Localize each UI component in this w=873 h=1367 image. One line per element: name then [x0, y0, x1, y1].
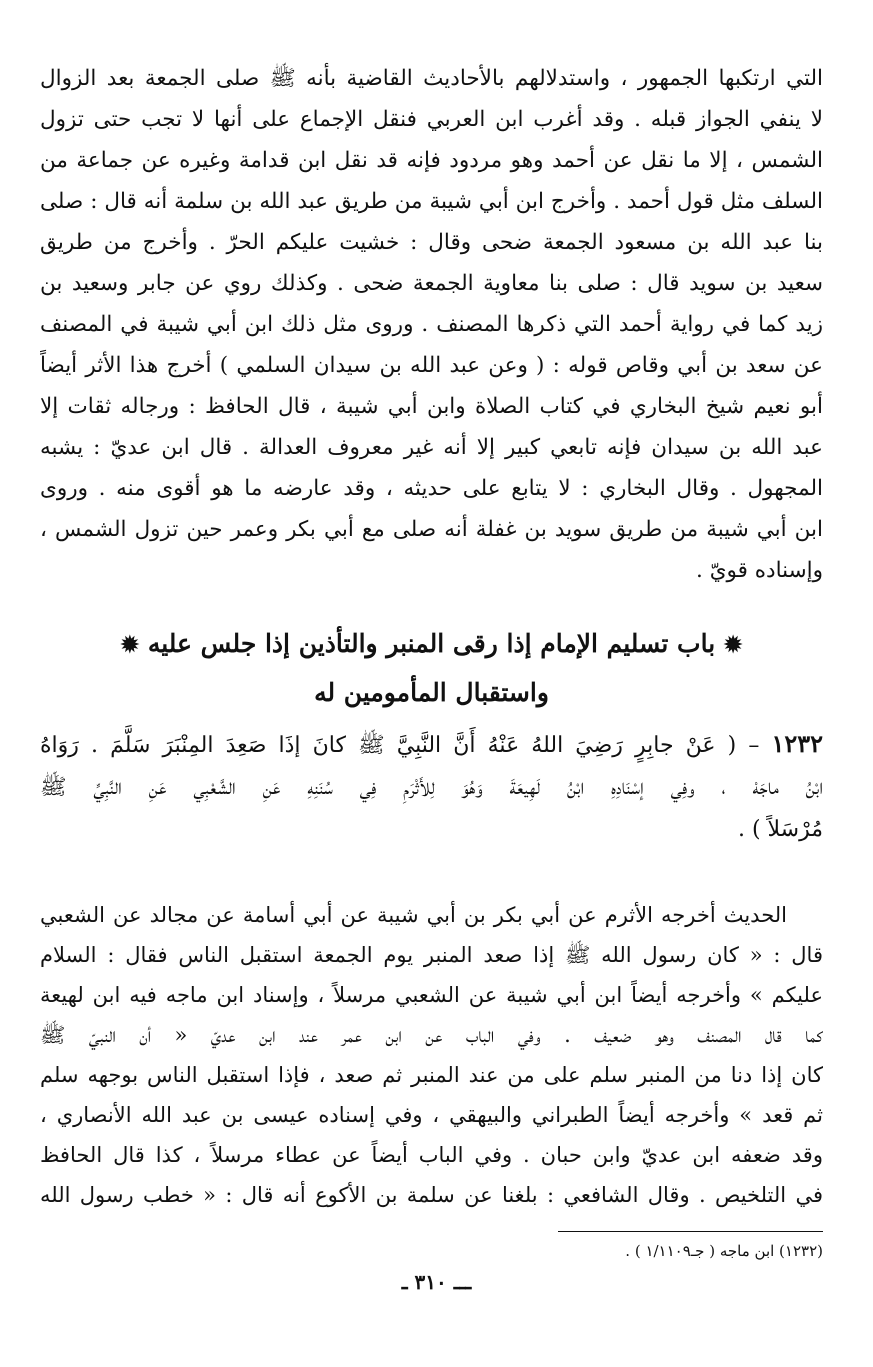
text-line: وإسناده قويّ . [696, 558, 823, 583]
chapter-heading-line-1 [40, 620, 823, 669]
commentary-line: عليكم » وأخرجه أيضاً ابن أبي شيبة عن الشعبي مرسلاً ، وإسناد ابن ماجه فيه ابن لهيعة [40, 983, 823, 1007]
star-ornament-icon: ✹ [723, 632, 743, 658]
hadith-line-text: – ( عَنْ جابِرٍ رَضِيَ اللهُ عَنْهُ أَنَّ النَّبِيَّ ﷺ كانَ إذَا صَعِدَ المِنْبَرَ سَلَّمَ . رَوَاهُ [40, 733, 760, 758]
chapter-heading [40, 620, 823, 717]
footnote-divider [558, 1231, 823, 1232]
text-line: لا ينفي الجواز قبله . وقد أغرب ابن العربي فنقل الإجماع على أنها لا تجب حتى تزول [40, 107, 823, 132]
hadith-line: مُرْسَلاً ) . [737, 817, 823, 842]
chapter-title: باب تسليم الإمام إذا رقى المنبر والتأذين إذا جلس عليه [147, 629, 716, 658]
text-line: الشمس ، إلا ما نقل عن أحمد وهو مردود فإنه قد نقل ابن قدامة وغيره عن جماعة من [40, 148, 823, 173]
commentary-line: قال : « كان رسول الله ﷺ إذا صعد المنبر يوم الجمعة استقبل الناس فقال : السلام [40, 943, 823, 967]
text-line: التي ارتكبها الجمهور ، واستدلالهم بالأحاديث القاضية بأنه ﷺ صلى الجمعة بعد الزوال [40, 66, 823, 91]
star-ornament-icon: ✹ [120, 632, 140, 658]
commentary-line: كما قال المصنف وهو ضعيف . وفي الباب عن ابن عمر عند ابن عديّ « أن النبيّ ﷺ [40, 1023, 823, 1047]
text-line: أبو نعيم شيخ البخاري في كتاب الصلاة وابن أبي شيبة ، قال الحافظ : ورجاله ثقات إلا [40, 394, 823, 419]
text-line: بنا عبد الله بن مسعود الجمعة ضحى وقال : خشيت عليكم الحرّ . وأخرج من طريق [40, 230, 823, 255]
hadith-number: ١٢٣٢ [771, 729, 823, 758]
chapter-heading-line-2: واستقبال المأمومين له [314, 678, 549, 707]
commentary-line: الحديث أخرجه الأثرم عن أبي بكر بن أبي شيبة عن أبي أسامة عن مجالد عن الشعبي [40, 903, 787, 927]
hadith-text [40, 723, 823, 851]
hadith-line: ابْنُ ماجَهْ ، وفِي إسْنَادِهِ ابْنُ لَهِيعَةَ وَهُوَ لِلأَثْرَمِ فِي سُنَنِهِ عَنِ الشَّعْبِي عَنِ النَّبِيِّ ﷺ [40, 775, 823, 800]
footnote: (١٢٣٢) ابن ماجه ( جـ١/١١٠٩ ) . [625, 1242, 823, 1260]
top-paragraph [40, 58, 823, 598]
commentary-line: ثم قعد » وأخرجه أيضاً الطبراني والبيهقي ، وفي إسناده عيسى بن عبد الله الأنصاري ، [40, 1103, 823, 1127]
text-line: ابن أبي شيبة من طريق سويد بن غفلة أنه صلى مع أبي بكر وعمر حين تزول الشمس ، [40, 517, 823, 542]
hadith-line [40, 723, 823, 767]
page-number: ـــ ٣١٠ ـ [401, 1270, 472, 1294]
commentary-paragraph [40, 895, 823, 1215]
text-line: المجهول . وقال البخاري : لا يتابع على حديثه ، وقد عارضه ما هو أقوى منه . وروى [40, 476, 823, 501]
text-line: السلف مثل قول أحمد . وأخرج ابن أبي شيبة من طريق عبد الله بن سلمة أنه قال : صلى [40, 189, 823, 214]
text-line: زيد كما في رواية أحمد التي ذكرها المصنف . وروى مثل ذلك ابن أبي شيبة في المصنف [40, 312, 823, 337]
commentary-line: كان إذا دنا من المنبر سلم على من عند المنبر ثم صعد ، فإذا استقبل الناس بوجهه سلم [40, 1063, 823, 1087]
commentary-line: في التلخيص . وقال الشافعي : بلغنا عن سلمة بن الأكوع أنه قال : « خطب رسول الله [40, 1183, 823, 1207]
text-line: سعيد بن سويد قال : صلى بنا معاوية الجمعة ضحى . وكذلك روي عن جابر وسعيد بن [40, 271, 823, 296]
text-line: عبد الله بن سيدان فإنه تابعي كبير إلا أنه غير معروف العدالة . قال ابن عديّ : يشبه [40, 435, 823, 460]
commentary-line: وقد ضعفه ابن عديّ وابن حبان . وفي الباب أيضاً عن عطاء مرسلاً ، كذا قال الحافظ [40, 1143, 823, 1167]
text-line: عن سعد بن أبي وقاص قوله : ( وعن عبد الله بن سيدان السلمي ) أخرج هذا الأثر أيضاً [40, 353, 823, 378]
